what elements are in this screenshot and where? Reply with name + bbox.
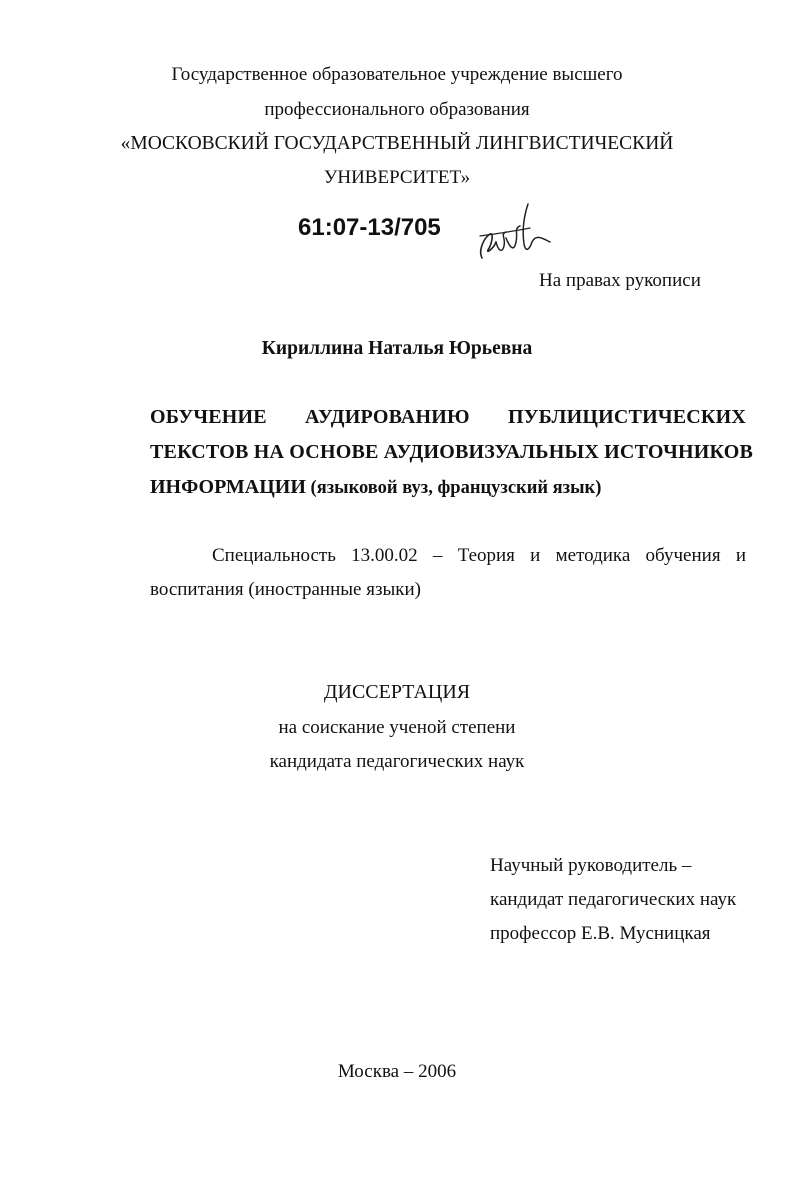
title-line-3-caps: ИНФОРМАЦИИ [150,476,306,498]
institution-line-3: «МОСКОВСКИЙ ГОСУДАРСТВЕННЫЙ ЛИНГВИСТИЧЕСКИЙ [120,133,674,154]
specialty-line-2: воспитания (иностранные языки) [150,579,421,600]
institution-line-4: УНИВЕРСИТЕТ» [323,167,471,188]
title-line-3 [150,475,601,500]
title-line-1: ОБУЧЕНИЕ АУДИРОВАНИЮ ПУБЛИЦИСТИЧЕСКИХ [150,406,746,428]
institution-line-1: Государственное образовательное учреждение высшего [171,64,623,85]
supervisor-line-2: кандидат педагогических наук [490,889,737,910]
dissertation-line-1: на соискание ученой степени [278,717,516,738]
stamp-code: 61:07-13/705 [298,214,441,241]
supervisor-line-1: Научный руководитель – [490,855,692,876]
rights-note: На правах рукописи [539,270,701,291]
signature-icon [470,198,560,270]
city-year: Москва – 2006 [337,1061,457,1082]
specialty-line-1: Специальность 13.00.02 – Теория и методика обучения и [212,545,746,566]
author-name: Кириллина Наталья Юрьевна [261,338,533,359]
dissertation-line-2: кандидата педагогических наук [269,751,525,772]
institution-line-2: профессионального образования [264,99,530,120]
supervisor-line-3: профессор Е.В. Мусницкая [490,923,711,944]
title-line-2: ТЕКСТОВ НА ОСНОВЕ АУДИОВИЗУАЛЬНЫХ ИСТОЧНИКОВ [150,441,753,463]
title-line-3-subtitle: (языковой вуз, французский язык) [305,478,602,498]
dissertation-heading: ДИССЕРТАЦИЯ [323,681,471,703]
